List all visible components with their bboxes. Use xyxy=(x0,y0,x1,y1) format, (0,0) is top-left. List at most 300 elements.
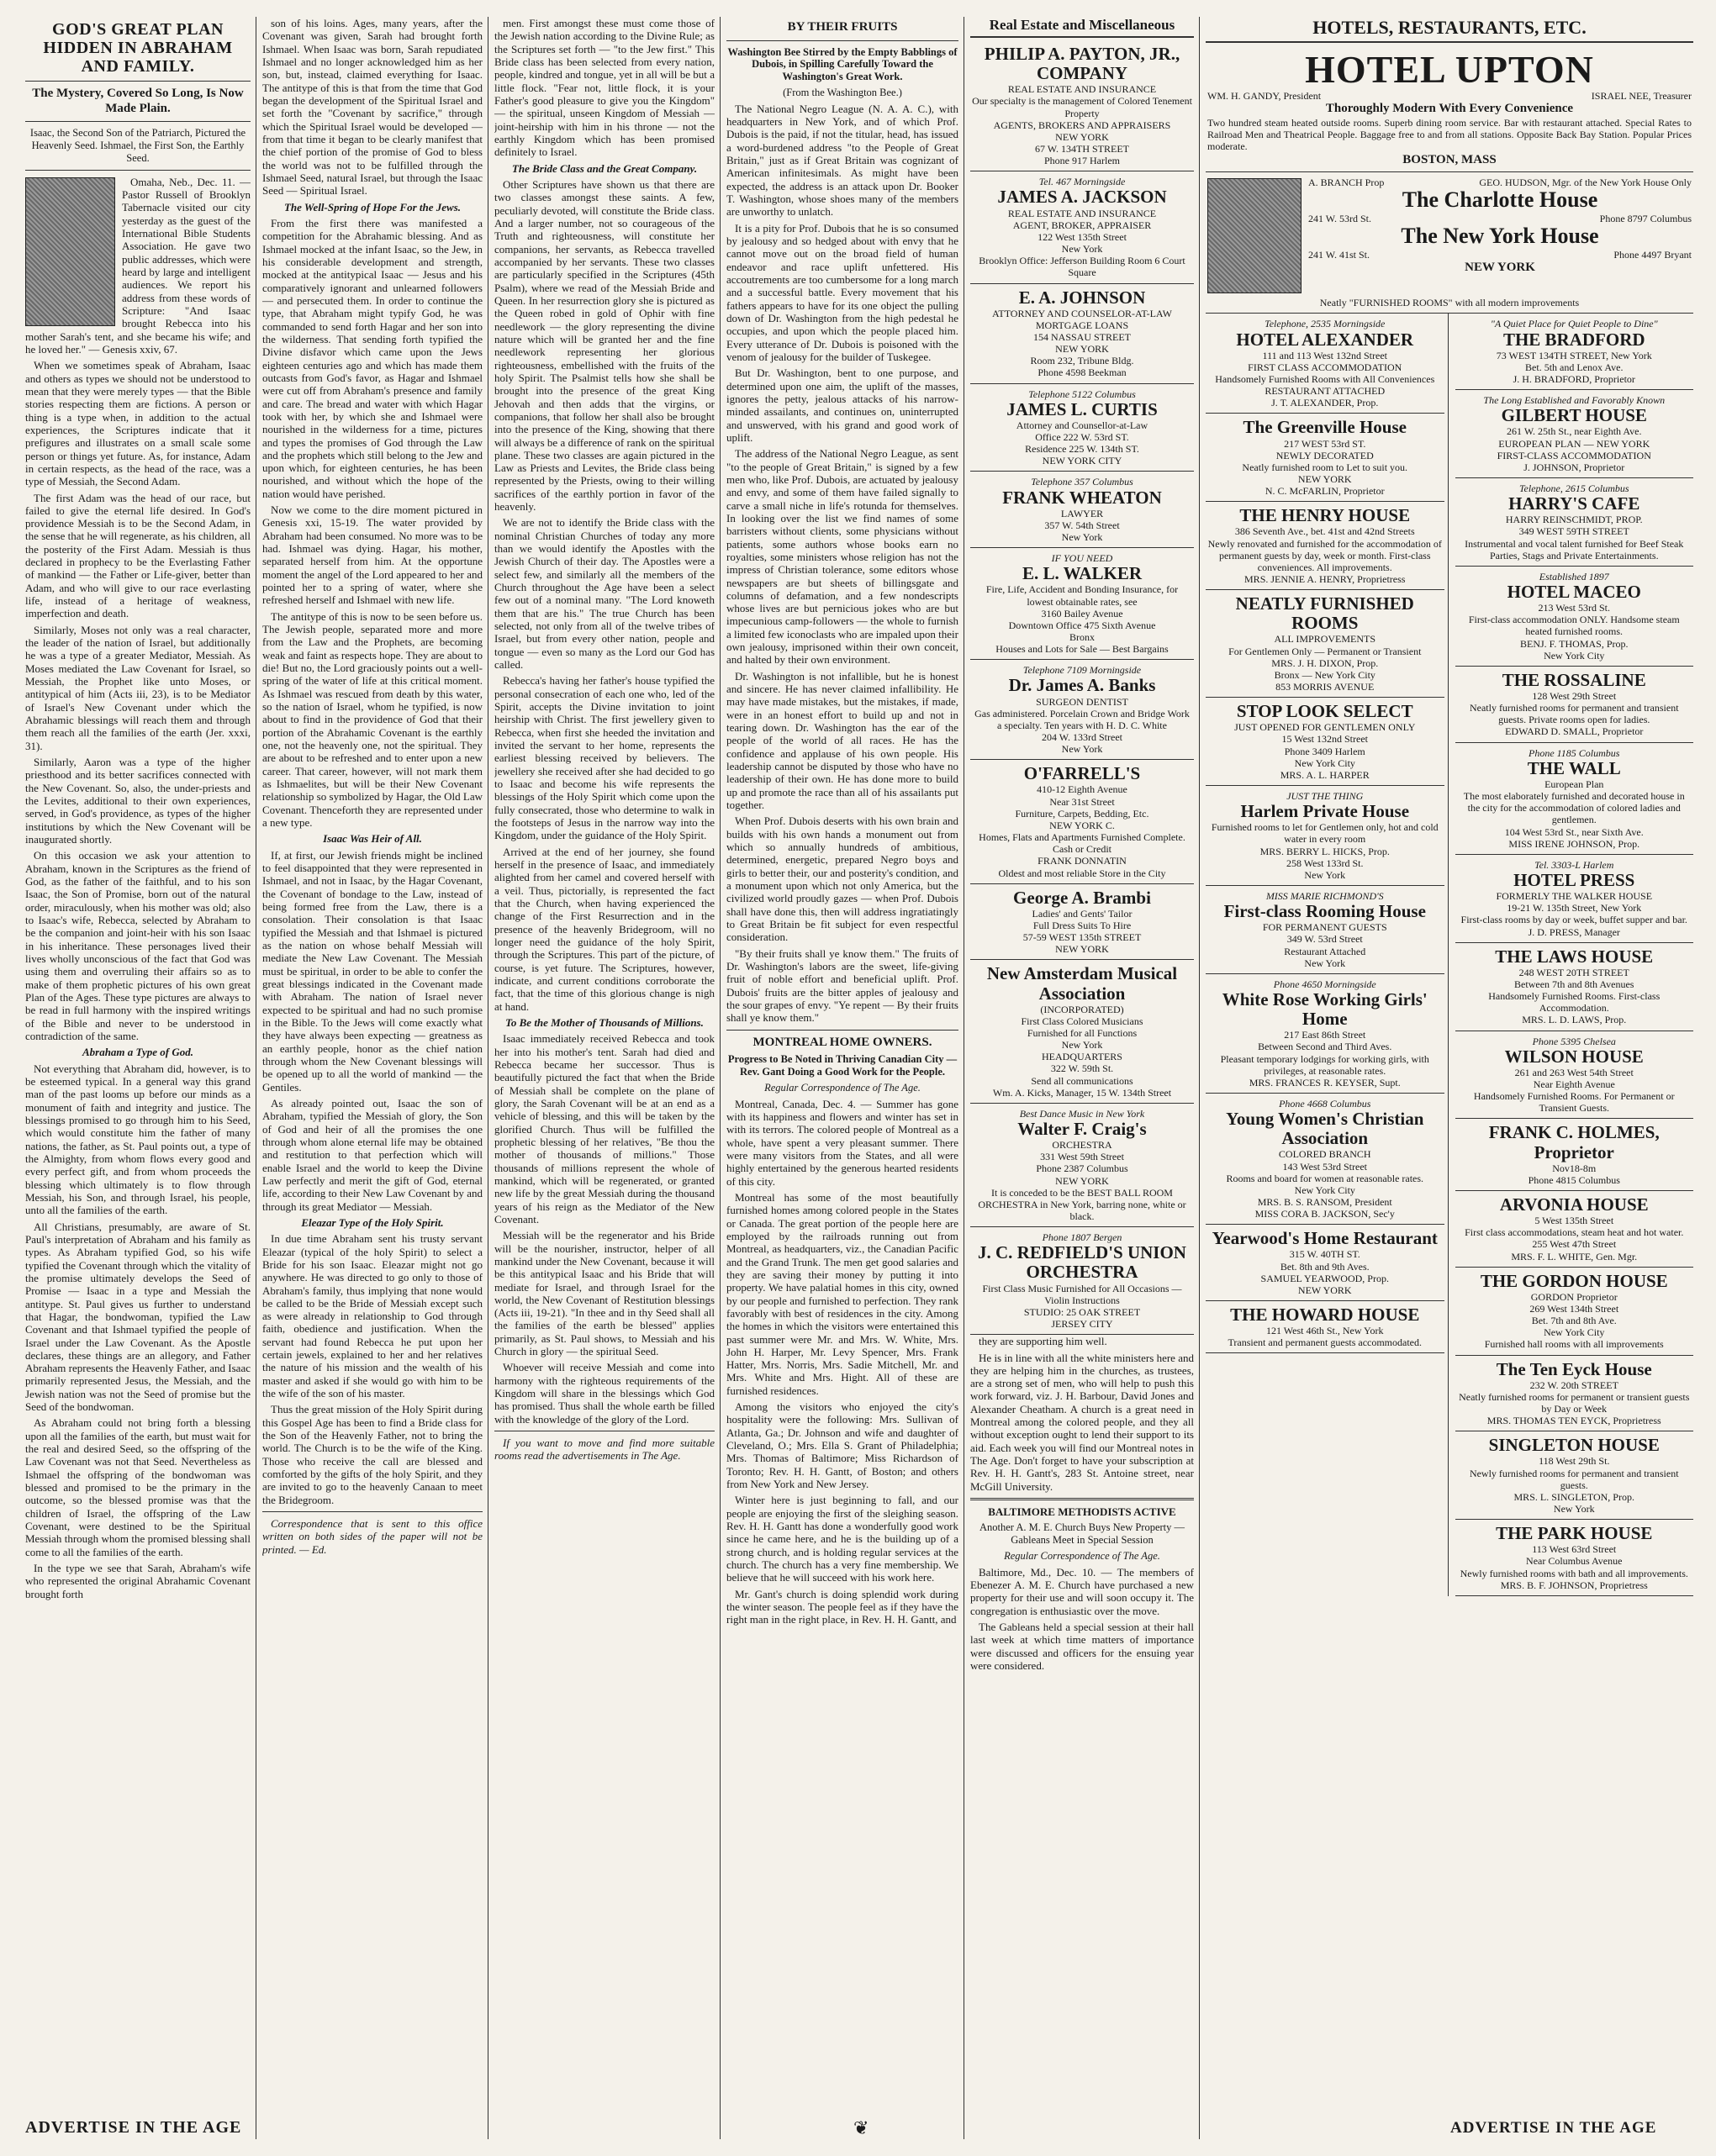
ad-line5: Cash or Credit xyxy=(1053,843,1111,856)
ad-city: New York xyxy=(1304,868,1346,881)
ad-city: New York xyxy=(1304,957,1346,969)
paragraph: As Abraham could not bring forth a blessing upon all the families of the earth, but must wait for the real and desired Seed, so the offspring of the Law Covenant was not that Seed. Nevertheless as Ishmael the offspring of the bondwoman was blessed and promised to be the primary in the outcome, so the blessed promise was that the children of Israel, the offspring of the Law Covenant, were destined to be the Spiritual Messiah through whom the promised blessing shall come to all the families of the earth. xyxy=(25,1416,251,1558)
ad-line3: MRS. J. H. DIXON, Prop. xyxy=(1271,656,1379,669)
ad-name: Harlem Private House xyxy=(1240,801,1410,822)
paragraph: We are not to identify the Bride class with the nominal Christian Churches of today any more than we would identify the Apostles with the Jewish Church of their day. The Apostles were a select few, and similarly all the members of the Church throughout the Age have been a select few out of a nominal many. "The Lord knoweth them that are his." The true Church has been selected, not only from all of the twelve tribes of Israel, but from every other nation, people and tongue — even so many as the Lord our God has called. xyxy=(494,516,715,672)
ad-line4: J. D. PRESS, Manager xyxy=(1528,925,1620,938)
ad-line1: 410-12 Eighth Avenue xyxy=(1037,783,1127,796)
ad-name: Dr. James A. Banks xyxy=(1008,675,1156,696)
paragraph: Isaac immediately received Rebecca and took her into his mother's tent. Sarah had died and Rebecca became her successor. Thus is beautifully pictured the fact that when the Bride of Messiah shall be complete on the plane of glory, the Sarah Covenant will be at an end as a vehicle of blessing, and this will be taken by the glorified Church. Thus will be fulfilled the prophetic blessing of her relatives, "Be thou the mother of thousands of millions." Those thousands of millions represent the whole of mankind, which will be regenerated, or granted new life by the great Messiah during the thousand years of his reign as the Mediator of the New Covenant. xyxy=(494,1032,715,1226)
ad-charlotte-house xyxy=(1206,172,1693,314)
ad-name: SINGLETON HOUSE xyxy=(1488,1435,1660,1456)
ad-line3: 154 NASSAU STREET xyxy=(1032,330,1131,343)
byline: Regular Correspondence of The Age. xyxy=(1004,1549,1160,1562)
section-head: BALTIMORE METHODISTS ACTIVE xyxy=(988,1505,1176,1519)
column-1 xyxy=(25,17,251,2139)
ad-line1: Ladies' and Gents' Tailor xyxy=(1032,907,1133,920)
ad-foot: Neatly "FURNISHED ROOMS" with all modern improvements xyxy=(1319,297,1580,309)
ad-line2: The most elaborately furnished and decorated house in the city for the accommodation of colored ladies and gentlemen. xyxy=(1463,790,1685,826)
ad-name: FRANK C. HOLMES, Proprietor xyxy=(1488,1122,1660,1162)
paragraph: they are supporting him well. xyxy=(979,1335,1107,1348)
ad-pre: Tel. 3303-L Harlem xyxy=(1534,858,1614,871)
ad-city: BOSTON, MASS xyxy=(1402,152,1497,166)
ad-line2: 3160 Bailey Avenue xyxy=(1041,607,1123,619)
ad-line4: Homes, Flats and Apartments Furnished Complete. xyxy=(979,831,1185,844)
ornament-icon: ❦ xyxy=(853,2117,869,2138)
paragraph: When we sometimes speak of Abraham, Isaac and others as types we should not be understood to mean that they were merely types — that the Bible stories respecting them are fictions. A person or thing is a type when, in addition to the actual experiences, the Scriptures indicate that it prefigures and illustrates on a small scale some person or things yet future. As, for instance, Adam in certain respects, as the head of the race, was a type of Messiah, the Second Adam. xyxy=(25,359,251,488)
column-6 xyxy=(1206,17,1693,2139)
deck-2: Progress to Be Noted in Thriving Canadian City — Rev. Gant Doing a Good Work for the People. xyxy=(727,1053,958,1078)
ad-line3: Furniture, Carpets, Bedding, Etc. xyxy=(1015,807,1149,820)
advertise-footer: ADVERTISE IN THE AGE xyxy=(25,2118,242,2137)
proprietor-portrait xyxy=(1207,178,1302,293)
paragraph: As already pointed out, Isaac the son of Abraham, typified the Messiah of glory, the Son of God and heir of all the promises the one through whom alone eternal life may be obtained and restitution to that perfection which will enable Israel and the world to keep the Divine Law perfectly and merit the gift of God, eternal life, according to their New Law Covenant by and through its great Mediator — Messiah. xyxy=(262,1096,483,1213)
ad-line4: Brooklyn Office: Jefferson Building Room 6 Court Square xyxy=(979,255,1185,279)
ad-line4: MRS. B. F. JOHNSON, Proprietress xyxy=(1500,1579,1648,1591)
paragraph: Thus the great mission of the Holy Spirit during this Gospel Age has been to find a Bride class for the Son of the Heavenly Father, not to bring the world. The Church is to be the wife of the King. Those who receive the call are blessed and comforted by the gifts of the holy Spirit, and they are invited to go to the heavenly Canaan to meet the Bridegroom. xyxy=(262,1403,483,1506)
ad-line6: Send all communications xyxy=(1031,1074,1133,1087)
ad-line3: FIRST-CLASS ACCOMMODATION xyxy=(1497,449,1651,461)
ad-block xyxy=(1455,390,1694,478)
paragraph: Among the visitors who enjoyed the city's hospitality were the following: Mrs. Sullivan of Atlanta, Ga.; Dr. Johnson and wife and daughter of Cleveland, O.; Mrs. Ella S. Grant of Philadelphia; Mrs. Thomas of Baltimore; Miss Richardson of Toronto; Rev. H. H. Gantt, of Boston; and others from New York and New Jersey. xyxy=(726,1400,958,1491)
ad-block xyxy=(1455,314,1694,390)
article-body xyxy=(970,1566,1194,1673)
ad-line4: MRS. L. D. LAWS, Prop. xyxy=(1522,1014,1627,1026)
ad-line7: Oldest and most reliable Store in the City xyxy=(998,867,1166,879)
ad-block xyxy=(970,960,1194,1103)
ad-name: George A. Brambi xyxy=(1013,887,1151,908)
ad-line4: RESTAURANT ATTACHED xyxy=(1265,385,1386,398)
ad-line4: Room 232, Tribune Bldg. xyxy=(1030,355,1134,367)
ad-city: New York xyxy=(1061,530,1103,543)
ad-line3: 104 West 53rd St., near Sixth Ave. xyxy=(1504,825,1644,838)
ad-line4: N. C. McFARLIN, Proprietor xyxy=(1265,485,1385,498)
ad-block xyxy=(1455,1031,1694,1120)
ad-line2: NEWLY DECORATED xyxy=(1275,449,1374,461)
paragraph: All Christians, presumably, are aware of St. Paul's interpretation of Abraham and his family as types. As Abraham typified God, so his wife typified the Covenant through which the vitality of the promise ultimately develops the Seed of Promise — Isaac in a type and Messiah the antitype. St. Paul gives us further to understand that Hagar, the bondwoman, typified the Law Covenant and that Ishmael typified the people of Israel under the Law Covenant. As the Apostle declares, these things are an allegory, and Father Abraham represents the Heavenly Father, and Isaac primarily represented Jesus, the Messiah, and the Jewish nation was not the Seed of promise but the Seed of the bondwoman. xyxy=(25,1220,251,1414)
ad-line3: BENJ. F. THOMAS, Prop. xyxy=(1519,637,1629,650)
ad-line1: Attorney and Counsellor-at-Law xyxy=(1016,419,1148,431)
ad-city: New York xyxy=(1061,1039,1103,1052)
paragraph: Montreal has some of the most beautifully furnished homes among colored people in the States or Canada. The great portion of the people here are employed by the railroads running out from Montreal, as headquarters, viz., the Canadian Pacific and the Grand Trunk. The men get good salaries and they are saving their money by putting it into property. We have palatial homes in this city, owned by our people and furnished to perfection. They rank favorably with best of residences in the city. Among the homes in which the visitors were entertained this past summer were Mr. and Mrs. W. White, Mrs. John H. Harper, Mr. Levy Spencer, Mrs. Frank Hatter, Mrs. Norris, Mrs. Sadie Mitchell, Mr. and Mrs. White and Mrs. Hight. All of these are furnished residences. xyxy=(726,1190,958,1397)
ad-line1: 248 WEST 20TH STREET xyxy=(1518,966,1629,978)
ad-line3: Handsomely Furnished Rooms. First-class Accommodation. xyxy=(1488,990,1661,1015)
ad-line1: FOR PERMANENT GUESTS xyxy=(1262,921,1387,934)
ad-line1: Nov18-8m xyxy=(1552,1162,1597,1174)
ad-block xyxy=(1455,1431,1694,1520)
ad-block xyxy=(1206,590,1444,698)
ads-list xyxy=(970,40,1194,1335)
ad-name: THE BRADFORD xyxy=(1502,329,1645,350)
ad-line3: SAMUEL YEARWOOD, Prop. xyxy=(1260,1272,1389,1284)
ad-city: NEW YORK xyxy=(1055,130,1109,143)
ad-line4: J. JOHNSON, Proprietor xyxy=(1523,461,1625,473)
ad-line2: Bet. 5th and Lenox Ave. xyxy=(1525,361,1624,373)
ad-name: J. C. REDFIELD'S UNION ORCHESTRA xyxy=(978,1242,1186,1283)
ad-line4: MRS. B. S. RANSOM, President xyxy=(1257,1196,1392,1209)
ad-line5: 322 W. 59th St. xyxy=(1050,1062,1114,1075)
ad-block xyxy=(1206,414,1444,502)
ad-line1: Furnished rooms to let for Gentlemen only, hot and cold water in every room xyxy=(1211,821,1439,846)
ad-line3: MRS. L. SINGLETON, Prop. xyxy=(1513,1490,1634,1503)
ad-line3: Pleasant temporary lodgings for working girls, with privileges, at reasonable rates. xyxy=(1220,1052,1429,1077)
ad-city: New York City xyxy=(1544,1326,1605,1339)
ad-line1: First Class Music Furnished for All Occasions — Violin Instructions xyxy=(982,1282,1182,1306)
trailer-note: Correspondence that is sent to this office written on both sides of the paper will not be printed. — Ed. xyxy=(262,1517,483,1556)
ad-block xyxy=(1455,478,1694,567)
ad-line4: MRS. FRANCES R. KEYSER, Supt. xyxy=(1249,1076,1401,1089)
ad-line2: EUROPEAN PLAN — NEW YORK xyxy=(1498,437,1650,450)
ad-line2: Bet. 8th and 9th Aves. xyxy=(1280,1260,1370,1273)
ad-name: WILSON HOUSE xyxy=(1504,1046,1644,1067)
ad-name: Young Women's Christian Association xyxy=(1226,1109,1424,1149)
paragraph: Montreal, Canada, Dec. 4. — Summer has gone with its happiness and flowers and winter has set in with its terrors. The colored people of Montreal as a whole, have spent a very pleasant summer. There were many visitors from the States, and all were highly entertained by the generous hearted residents of this city. xyxy=(726,1097,958,1188)
ad-city: NEW YORK xyxy=(1055,343,1109,356)
ad-line1: (INCORPORATED) xyxy=(1040,1003,1124,1015)
ad-line6: FRANK DONNATIN xyxy=(1038,855,1127,867)
ad-line1: 213 West 53rd St. xyxy=(1538,602,1610,614)
ad-left: A. BRANCH Prop xyxy=(1308,177,1385,189)
ad-block xyxy=(970,660,1194,760)
ad-line2: 269 West 134th Street xyxy=(1529,1302,1619,1315)
ad-line2: Our specialty is the management of Colored Tenement Property xyxy=(972,95,1192,119)
ad-line1: 113 West 63rd Street xyxy=(1532,1543,1617,1556)
ad-name: THE HENRY HOUSE xyxy=(1239,505,1411,526)
ad-block xyxy=(1206,786,1444,886)
ad-name: THE ROSSALINE xyxy=(1502,669,1646,690)
ad-line2: Neatly furnished rooms for permanent or transient guests by Day or Week xyxy=(1459,1390,1690,1415)
ad-pre: Best Dance Music in New York xyxy=(1019,1107,1145,1120)
ad-block xyxy=(1455,567,1694,667)
ad-name: HOTEL MACEO xyxy=(1507,582,1641,603)
paragraph: It is a pity for Prof. Dubois that he is so consumed by jealousy and so hedged about with envy that he cannot move out on the broad field of human endeavor and race uplift unfettered. His accoutrements are too cumbersome for a long march and a successful battle. Every movement that his fathers appears to have for its one object the pulling down of Dr. Washington from the high pedestal he occupies, and upon which the people placed him. Every utterance of Dr. Dubois is poisoned with the venom of jealousy for the builder of Tuskegee. xyxy=(726,221,958,363)
ad-line4: MISS IRENE JOHNSON, Prop. xyxy=(1508,837,1640,850)
ad-line1: HARRY REINSCHMIDT, PROP. xyxy=(1505,514,1643,526)
paragraph: Messiah will be the regenerator and his Bride will be the nourisher, instructor, helper of all mankind under the New Covenant, because it will be this antitypical Isaac and his Bride that will mediate for Israel, and through Israel for the world, the New Covenant of Restitution blessings (Acts iii, 19-21). "In thee and in thy Seed shall all the families of the earth be blessed" applies primarily, as St. Paul shows, to Messiah and his Church in glory — the spiritual Seed. xyxy=(494,1229,715,1358)
ad-block xyxy=(1455,1191,1694,1268)
paragraph: Rebecca's having her father's house typified the personal consecration of each one who, led of the Spirit, accepts the Divine invitation to joint heirship with Christ. The first jewellery given to Rebecca, when first she heeded the invitation and invited the servant to her home, represents the earliest blessing received by believers. The jewellery she received after she had decided to go to Isaac and become his wife represents the blessings of the Holy Spirit which come upon the fully consecrated, those who determine to walk in the footsteps of Jesus in the narrow way into the Kingdom, under the guidance of the Holy Spirit. xyxy=(494,674,715,842)
ad-line1: Fire, Life, Accident and Bonding Insurance, for lowest obtainable rates, see xyxy=(985,583,1179,608)
ad-name: HOTEL PRESS xyxy=(1513,869,1635,890)
ad-phone-1: Phone 8797 Columbus xyxy=(1599,213,1692,224)
ad-city: NEW YORK CITY xyxy=(1042,455,1122,467)
ad-city: NEW YORK C. xyxy=(1049,819,1115,831)
ad-line2: Full Dress Suits To Hire xyxy=(1032,919,1132,931)
ad-line2: Office 222 W. 53rd ST. xyxy=(1035,430,1129,443)
ad-name: PHILIP A. PAYTON, JR., COMPANY xyxy=(984,44,1180,84)
paragraph: In the type we see that Sarah, Abraham's wife who represented the original Abrahamic Covenant brought forth xyxy=(25,1562,251,1600)
ad-phone: Phone 4598 Beekman xyxy=(1038,366,1127,379)
ad-left: WM. H. GANDY, President xyxy=(1207,90,1322,103)
ad-line3: Rooms and board for women at reasonable rates. xyxy=(1226,1172,1424,1184)
ad-tagline: Thoroughly Modern With Every Convenience xyxy=(1325,102,1574,116)
ad-line1: 5 West 135th Street xyxy=(1534,1215,1614,1227)
ad-line1: 118 West 29th St. xyxy=(1539,1455,1610,1468)
ad-line1: LAWYER xyxy=(1060,507,1104,519)
ad-name: HOTEL ALEXANDER xyxy=(1236,329,1414,350)
ad-line2: 357 W. 54th Street xyxy=(1044,519,1120,531)
ad-line3: Newly furnished rooms with bath and all improvements. xyxy=(1460,1567,1688,1579)
ad-block xyxy=(970,548,1194,660)
ad-line4: Furnished hall rooms with all improvements xyxy=(1484,1338,1664,1351)
paragraph: But Dr. Washington, bent to one purpose, and determined upon one aim, the uplift of the masses, ignores the petty, jealous attacks of his narrow-minded assailants, and continues on, uninterrupted and unswerved, with his grand and good work of uplift. xyxy=(726,366,958,444)
ad-block xyxy=(970,472,1194,548)
ad-line2: 349 W. 53rd Street xyxy=(1286,933,1363,946)
ad-name: THE PARK HOUSE xyxy=(1496,1523,1653,1544)
ad-block xyxy=(1455,1356,1694,1432)
ad-pre: Telephone, 2535 Morningside xyxy=(1265,318,1386,330)
ad-line3: Furnished for all Functions xyxy=(1027,1026,1138,1039)
ad-line4: It is conceded to be the BEST BALL ROOM ORCHESTRA in New York, barring none, white or black. xyxy=(978,1186,1186,1223)
ad-line3: Instrumental and vocal talent furnished for Beef Steak Parties, Stags and Private Entertainments. xyxy=(1465,537,1684,561)
section-title: Real Estate and Miscellaneous xyxy=(970,17,1194,38)
ad-city: NEW YORK xyxy=(1055,943,1109,956)
ad-line1: 232 W. 20th STREET xyxy=(1529,1378,1618,1391)
article-body-2 xyxy=(25,1062,251,1600)
paragraph: son of his loins. Ages, many years, after the Covenant was given, Sarah had brought forth Ishmael. When Isaac was born, Sarah repudiated Ishmael and no longer acknowledged him as her son, but, instead, claimed everything for Isaac. The antitype of this is that from the time that God began the development of the Spiritual Israel and set forth the "Covenant by sacrifice," through which the Spiritual Israel would be developed — from that time it began to be clearly manifest that the chief portion of the promise of God to bless the world was not to be fulfilled through the Ishmael Seed, natural Israel, but through the Isaac Seed — Spiritual Israel. xyxy=(262,17,483,198)
ad-line4: 853 MORRIS AVENUE xyxy=(1275,681,1375,693)
ad-block xyxy=(1206,502,1444,590)
hotel-ads-right xyxy=(1455,314,1694,1595)
ad-line2: STUDIO: 25 OAK STREET xyxy=(1023,1305,1141,1318)
paragraph: Omaha, Neb., Dec. 11. — Pastor Russell of Brooklyn Tabernacle visited our city yesterday as the guest of the International Bible Students Association. He gave two public addresses, which were heard by large and intelligent audiences. We report his address from these words of Scripture: "And Isaac brought Rebecca into his mother Sarah's tent, and she became his wife; and he loved her." — Genesis xxiv, 67. xyxy=(25,175,251,356)
ad-city: NEW YORK xyxy=(1055,1174,1109,1187)
ad-line1: 386 Seventh Ave., bet. 41st and 42nd Streets xyxy=(1234,525,1415,538)
ad-line3: Bet. 7th and 8th Ave. xyxy=(1531,1315,1617,1327)
ad-block xyxy=(970,1104,1194,1227)
ad-line1: REAL ESTATE AND INSURANCE xyxy=(1007,83,1157,96)
ad-pre: Phone 4668 Columbus xyxy=(1279,1098,1371,1110)
column-5 xyxy=(970,17,1194,2139)
hotel-ads-left xyxy=(1206,314,1449,1595)
ad-city: NEW YORK xyxy=(1465,260,1535,274)
paragraph: The first Adam was the head of our race, but failed to give the eternal life desired. In God's providence Messiah is to be the Second Adam, in the sense that he will regenerate, as his children, all the posterity of the First Adam. Messiah is thus declared in prophecy to be the Everlasting Father of mankind — the Father or Life-giver, better than Adam, and who will give to our race everlasting life, instead of a heritage of weakness, imperfection and death. xyxy=(25,491,251,620)
deck: Isaac, the Second Son of the Patriarch, Pictured the Heavenly Seed. Ishmael, the First Son, the Earthly Seed. xyxy=(29,127,246,164)
ad-line2: Phone 4815 Columbus xyxy=(1528,1173,1620,1186)
ad-name: White Rose Working Girls' Home xyxy=(1222,989,1428,1030)
ad-name: O'FARRELL'S xyxy=(1023,763,1141,784)
article-body-3 xyxy=(494,1032,715,1426)
ad-pre: Telephone, 2615 Columbus xyxy=(1518,482,1629,494)
ad-line1: 315 W. 40TH ST. xyxy=(1289,1248,1360,1261)
paragraph: Mr. Gant's church is doing splendid work during the winter season. The people feel as if they have the right man in the right place, in Rev. H. H. Gantt, and xyxy=(726,1587,958,1626)
ad-line4: HEADQUARTERS xyxy=(1042,1051,1122,1063)
section-head: MONTREAL HOME OWNERS. xyxy=(752,1035,932,1049)
paragraph: "By their fruits shall ye know them." The fruits of Dr. Washington's labors are the sweet, life-giving fruit of noble effort and beneficial uplift. Prof. Dubois' fruits are the bitter apples of jealousy and the sour grapes of envy. "Ye repent — By their fruits shall ye know them." xyxy=(726,946,958,1025)
ad-line1: 121 West 46th St., New York xyxy=(1266,1325,1384,1337)
deck: Another A. M. E. Church Buys New Property — Gableans Meet in Special Session xyxy=(979,1521,1185,1547)
paragraph: The antitype of this is now to be seen before us. The Jewish people, separated more and more from the Law and the Prophets, are becoming weak and faint as respects hope. They are about to die! But no, the Lord graciously points out a well-spring of the water of life at this critical moment. As Ishmael was rescued from death by this water, so the nation of Israel, whom he typified, is now about to find in the providence of God that their portion of the Abrahamic Covenant is the earthly one, not the heavenly one, not the spiritual. They are about to be refreshed and to enter upon a new career. That career, however, will not mark them as Ishmaelites, but will be their New Covenant relationship so symbolized by Hagar, the Old Law Covenant. Thenceforth they are represented under a new type. xyxy=(262,609,483,830)
paragraph: Similarly, Moses not only was a real character, the leader of the nation of Israel, but additionally he was a type of a greater Mediator, Messiah. As Moses mediated the Law Covenant for Israel, so Messiah, the Prophet like unto Moses, or antitypical of him (Acts iii, 23), is to be Mediator of Israel's New Covenant under which the Abrahamic blessings will reach them and through them reach all the families of the earth (Jer. xxxi, 31). xyxy=(25,623,251,752)
ad-line1: 128 West 29th Street xyxy=(1532,690,1617,702)
ad-name: HARRY'S CAFE xyxy=(1508,493,1640,514)
section-head: Abraham a Type of God. xyxy=(82,1046,194,1059)
article-body-2 xyxy=(726,1098,958,1626)
article-body xyxy=(494,17,715,159)
byline: Regular Correspondence of The Age. xyxy=(764,1081,921,1094)
ad-line2: AGENT, BROKER, APPRAISER xyxy=(1012,219,1152,231)
headline: GOD'S GREAT PLAN HIDDEN IN ABRAHAM AND FAMILY. xyxy=(43,20,233,76)
ad-body: Two hundred steam heated outside rooms. Superb dining room service. Bar with restaurant attached. Special Rates to Railroad Men and Theatrical People. Baggage free to and from all stations. Opposite Back Bay Station. Popular Prices moderate. xyxy=(1207,117,1692,153)
ad-block xyxy=(970,760,1194,883)
ad-line2: MORTGAGE LOANS xyxy=(1035,319,1129,331)
ad-city: NEW YORK xyxy=(1297,473,1352,485)
paragraph: men. First amongst these must come those of the Jewish nation according to the Divine Rule; as the Scriptures set forth — "to the Jew first." This Bride class has been selected from every nation, people, kindred and tongue, yet in all will be but a little flock. "Fear not, little flock, it is your Father's good pleasure to give you the Kingdom" — the spiritual, unseen Kingdom of Messiah — joint-heirship with him in his throne — not the earthly Kingdom which has been promised definitely to Israel. xyxy=(494,17,715,159)
article-body xyxy=(726,103,958,1025)
ad-city: New York xyxy=(1061,743,1103,756)
source-line: (From the Washington Bee.) xyxy=(783,86,902,98)
ad-name: NEATLY FURNISHED ROOMS xyxy=(1235,593,1414,634)
ad-phone: Phone 917 Harlem xyxy=(1044,155,1120,167)
ad-line2: 331 West 59th Street xyxy=(1040,1151,1124,1163)
ad-line1: ORCHESTRA xyxy=(1052,1139,1112,1152)
ad-line2: Gas administered. Porcelain Crown and Bridge Work a specialty. Ten years with H. D. C. White xyxy=(974,707,1190,731)
ad-line1: SURGEON DENTIST xyxy=(1036,695,1128,708)
ad-name: THE LAWS HOUSE xyxy=(1495,946,1654,967)
ad-line1: 217 WEST 53rd ST. xyxy=(1284,437,1366,450)
ad-line1: 111 and 113 West 132nd Street xyxy=(1262,349,1387,361)
article-header: BY THEIR FRUITS xyxy=(787,20,898,34)
paragraph: If, at first, our Jewish friends might be inclined to feel disappointed that they were represented in Ishmael, and not in Isaac, by the Hagar Covenant, the Covenant of bondage to the Law, instead of being formed free from the Law, there is a consolation. Their consolation is that Isaac typified the Messiah and that Ishmael is pictured as the nation on whose behalf Messiah will mediate the New Law Covenant. The Messiah must be spiritual, in order to be able to confer the great blessings indicated in the Covenant made with Abraham. The nation of Israel never expected to be spiritual and had no such promise in the Bible. To the Jews will come exactly what they have always been expecting — greatness as an earthly people, honor as the chief nation through whom the New Covenant blessings will be opened up to all the world of mankind — the Gentiles. xyxy=(262,848,483,1094)
ad-block xyxy=(1455,667,1694,743)
paragraph: Arrived at the end of her journey, she found herself in the presence of Isaac, and immediately alighted from her camel and covered herself with a veil. Thus, pictorially, is represented the fact that the Church, when having experienced the change of the First Resurrection and in the presence of the heavenly Bridegroom, will no longer need the guidance of the holy Spirit, through the Scriptures. This part of the picture, of course, is yet future. The Scriptures, however, indicate, and current conditions corroborate the fact, that the time of this glorious change is nigh at hand. xyxy=(494,845,715,1013)
ad-block xyxy=(1206,314,1444,414)
ad-name: The Greenville House xyxy=(1243,417,1407,438)
ad-pre: IF YOU NEED xyxy=(1051,552,1113,565)
portrait-image xyxy=(25,177,115,326)
advertise-footer-2: ADVERTISE IN THE AGE xyxy=(1450,2119,1657,2137)
ad-line2: Neatly furnished rooms for permanent and transient guests. Private rooms open for ladies. xyxy=(1469,702,1679,726)
ad-line1: 261 and 263 West 54th Street xyxy=(1514,1066,1634,1078)
ad-line3: EDWARD D. SMALL, Proprietor xyxy=(1505,725,1644,738)
ad-name: New Amsterdam Musical Association xyxy=(986,963,1178,1004)
ad-pre: Established 1897 xyxy=(1539,570,1609,582)
article-body-3 xyxy=(262,849,483,1213)
ad-block xyxy=(970,40,1194,171)
ad-line2: Near Eighth Avenue xyxy=(1533,1078,1615,1090)
ad-name-2: The New York House xyxy=(1401,224,1599,249)
paragraph: Whoever will receive Messiah and come into harmony with the righteous requirements of the Kingdom will share in the blessings which God has promised. Thus shall the whole earth be filled with the knowledge of the glory of the Lord. xyxy=(494,1361,715,1426)
ad-line3: J. H. BRADFORD, Proprietor xyxy=(1513,372,1635,385)
article-body-2 xyxy=(262,217,483,829)
paragraph: In due time Abraham sent his trusty servant Eleazar (typical of the holy Spirit) to select a Bride for his son Isaac. Eleazar might not go anywhere. He was directed to go only to those of Abraham's family, thus implying that none would be called to be the Bride of Messiah except such as were already in relationship to God through faith, obedience and justification. When the servant had found Rebecca he put upon her certain jewels, explained to her and her relatives the nature of his mission and the wealth of his master and asked if she would go with him to be the wife of the son of his master. xyxy=(262,1232,483,1400)
ad-name: E. A. JOHNSON xyxy=(1018,287,1146,308)
ad-line3: First-class rooms by day or week, buffet supper and bar. xyxy=(1460,914,1687,926)
ad-block xyxy=(1455,1268,1694,1356)
ad-pre: MISS MARIE RICHMOND'S xyxy=(1265,890,1384,903)
ad-line1: ATTORNEY AND COUNSELOR-AT-LAW xyxy=(992,307,1172,319)
ad-line3: 204 W. 133rd Street xyxy=(1042,731,1122,744)
ad-line3: Phone 3409 Harlem xyxy=(1284,745,1365,757)
ad-line5: MISS CORA B. JACKSON, Sec'y xyxy=(1254,1208,1395,1220)
ad-line3: Residence 225 W. 134th ST. xyxy=(1025,443,1139,456)
column-2 xyxy=(262,17,483,2139)
ad-phone-2: Phone 4497 Bryant xyxy=(1613,248,1692,261)
ad-pre: JUST THE THING xyxy=(1286,790,1364,803)
subheadline: The Mystery, Covered So Long, Is Now Made Plain. xyxy=(32,87,244,115)
ad-line2: Transient and permanent guests accommodated. xyxy=(1228,1336,1422,1349)
ad-pre: Tel. 467 Morningside xyxy=(1038,176,1126,188)
ad-block xyxy=(970,384,1194,472)
ad-right: GEO. HUDSON, Mgr. of the New York House Only xyxy=(1479,177,1692,189)
ad-pre: Phone 1185 Columbus xyxy=(1529,746,1620,759)
ad-line7: Wm. A. Kicks, Manager, 15 W. 134th Street xyxy=(992,1086,1172,1099)
ad-addr-1: 241 W. 53rd St. xyxy=(1308,213,1372,224)
ad-block xyxy=(1206,1225,1444,1301)
ad-line3: Handsomely Furnished Rooms with All Conveniences xyxy=(1215,372,1435,385)
ad-block xyxy=(970,171,1194,283)
ad-name-1: The Charlotte House xyxy=(1402,187,1598,213)
ad-block xyxy=(1455,855,1694,943)
ad-block xyxy=(970,1227,1194,1335)
column-4 xyxy=(726,17,958,2139)
paragraph: The Gableans held a special session at their hall last week at which time matters of importance were discussed and officers for the ensuing year were considered. xyxy=(970,1621,1194,1672)
paragraph: Not everything that Abraham did, however, is to be esteemed typical. In a general way this grand man of the past looms up before our minds as a monument of faith and integrity and justice. The blessings promised to go through him to his Seed, which would constitute him the father of many nations, the father, as St. Paul points out, a type of the Almighty, from whom flows every good and every perfect gift, and from whom proceeds the blessing which ultimately is to flow through Messiah, his Son, and through Israel, his people, unto all the families of the earth. xyxy=(25,1062,251,1217)
ad-line3: Neatly furnished room to Let to suit you. xyxy=(1242,461,1408,473)
ad-line2: First Class Colored Musicians xyxy=(1021,1015,1143,1027)
ad-line2: Near 31st Street xyxy=(1049,795,1115,808)
ad-name: JAMES A. JACKSON xyxy=(997,187,1167,208)
ad-hotel-upton xyxy=(1206,45,1693,172)
trailer-note: If you want to move and find more suitable rooms read the advertisements in The Age. xyxy=(494,1436,715,1463)
ad-name: GILBERT HOUSE xyxy=(1501,405,1647,426)
ad-block xyxy=(1455,743,1694,855)
paragraph: When Prof. Dubois deserts with his own brain and builds with his own hands a monument out from which so annually hundreds of ambitious, determined, energetic, prepared Negro boys and girls to better their, our and posterity's condition, and a monument upon which not only America, but the civilized world proudly gazes — when Prof. Dubois shall have done this, then will address ingratiatingly to Great Britain be fit subject for even respectful consideration. xyxy=(726,814,958,944)
ad-block xyxy=(1455,943,1694,1031)
ad-name: Walter F. Craig's xyxy=(1017,1119,1147,1140)
ad-block xyxy=(970,884,1194,961)
paragraph: Other Scriptures have shown us that there are two classes amongst these saints. A few, peculiarly devoted, will constitute the Bride class. And a larger number, not so courageous of the Truth and righteousness, will constitute her companions, her servants, as Rebecca travelled accompanied by her servants. These two classes are particularly specified in the Scriptures (45th Psalm), where we read of the Messiah Bride and Queen. In her resurrection glory she is pictured as the Queen robed in gold of Ophir with fine needlework — the glory representing the divine nature which will be granted her and the fine needlework representing her glorious righteousness, embellished with the fruits of the holy Spirit. The Psalmist tells how she shall be brought into the presence of the great King Jehovah and then adds that the virgins, or companions, that follow her shall also be brought into the presence of the King, showing that there will always be a difference of rank on the spiritual plane. These two classes are again pictured in the Law as Priests and Levites, the Bride class being represented by the Priests, owing to their willing sacrifices of the earthly portion in favor of the heavenly. xyxy=(494,177,715,514)
ad-line3: Handsomely Furnished Rooms. For Permanent or Transient Guests. xyxy=(1473,1090,1675,1115)
section-head-3: Eleazar Type of the Holy Spirit. xyxy=(301,1215,444,1229)
ad-line1: 217 East 86th Street xyxy=(1284,1029,1366,1041)
ad-pre: Telephone 357 Columbus xyxy=(1031,476,1133,488)
paragraph: Similarly, Aaron was a type of the higher priesthood and its better sacrifices connected with the New Covenant. So, also, the under-priests and the Levites, additional to their own experiences, served, in God's providence, as types of the higher institutions by which the New Covenant will be inaugurated shortly. xyxy=(25,756,251,846)
ad-line3: 57-59 WEST 135th STREET xyxy=(1022,931,1142,944)
ad-line2: MRS. BERRY L. HICKS, Prop. xyxy=(1259,845,1390,857)
article-body-2 xyxy=(494,178,715,1013)
paragraph: From the first there was manifested a competition for the Abrahamic blessing. And as Ishmael mocked at the infant Isaac, so the Jew, in his considerable development and strength, mocked at the antitypical Isaac — Jesus and his comparatively ignorant and unlearned followers — and persecuted them. In order to continue the type, that Abraham might typify God, he was commanded to send forth Hagar and her son into the wilderness. That sending forth typified the Divine disfavor which came upon the Jews eighteen centuries ago and which has made them outcasts from God's favor, as Hagar and Ishmael were cut off from Abraham's presence and family and care. The bread and water with which Hagar took with her, by which she and Ishmael were nourished in the wilderness for a time, pictures and types the promises of God through the Law and the prophets which still belong to the Jew and upon which, for eighteen centuries, he has been nourished, and without which the hope of the nation would have perished. xyxy=(262,216,483,500)
ad-line4: MRS. F. L. WHITE, Gen. Mgr. xyxy=(1511,1250,1638,1262)
ad-city: New York City xyxy=(1294,1183,1355,1196)
ad-line4: 67 W. 134TH STREET xyxy=(1034,143,1129,156)
article-body xyxy=(262,17,483,198)
section-head: The Well-Spring of Hope For the Jews. xyxy=(283,200,462,213)
ad-line2: 19-21 W. 135th Street, New York xyxy=(1507,902,1642,915)
ad-line4: Houses and Lots for Sale — Best Bargains xyxy=(995,643,1169,656)
ad-line2: Between Second and Third Aves. xyxy=(1258,1041,1392,1053)
ad-line3: 255 West 47th Street xyxy=(1532,1238,1617,1251)
section-title: HOTELS, RESTAURANTS, ETC. xyxy=(1206,17,1693,43)
ad-block xyxy=(1455,1119,1694,1191)
ad-name: THE GORDON HOUSE xyxy=(1480,1270,1668,1291)
ad-line1: European Plan xyxy=(1544,778,1604,790)
ad-city: NEW YORK xyxy=(1297,1284,1352,1296)
ad-line3: Downtown Office 475 Sixth Avenue xyxy=(1008,619,1156,631)
ad-pre: Telephone 7109 Morningside xyxy=(1022,664,1142,677)
paragraph: On this occasion we ask your attention to Abraham, known in the Scriptures as the friend of God, as the father of the faithful, and to his son Isaac, the Son of Promise, born out of the natural order, miraculously, when his mother was old; also to Isaac's wife, Rebecca, selected by Abraham to be the companion and joint-heir with his son Isaac in his inheritance. These personages lived their lives wholly unconscious of the fact that God was using them and overruling their affairs so as to make of them prophetic pictures of his own great Plan of the Ages. These type pictures are always to be read in full harmony with the inspired writings of the Bible and never to be understood in contradiction of the same. xyxy=(25,849,251,1042)
ad-block xyxy=(1206,974,1444,1094)
ad-city: New York xyxy=(1061,243,1103,256)
ad-city: New York City xyxy=(1294,756,1355,769)
paragraph: Baltimore, Md., Dec. 10. — The members of Ebenezer A. M. E. Church have purchased a new property for their use and will soon occupy it. The congregation is enthusiastic over the move. xyxy=(970,1565,1194,1617)
ad-line3: MRS. JENNIE A. HENRY, Proprietress xyxy=(1244,573,1406,586)
ad-pre: Phone 5395 Chelsea xyxy=(1532,1035,1616,1047)
ad-line1: 73 WEST 134TH STREET, New York xyxy=(1496,349,1652,361)
ad-line1: REAL ESTATE AND INSURANCE xyxy=(1007,207,1157,219)
article-tail xyxy=(970,1335,1194,1493)
ad-right: ISRAEL NEE, Treasurer xyxy=(1591,90,1692,103)
